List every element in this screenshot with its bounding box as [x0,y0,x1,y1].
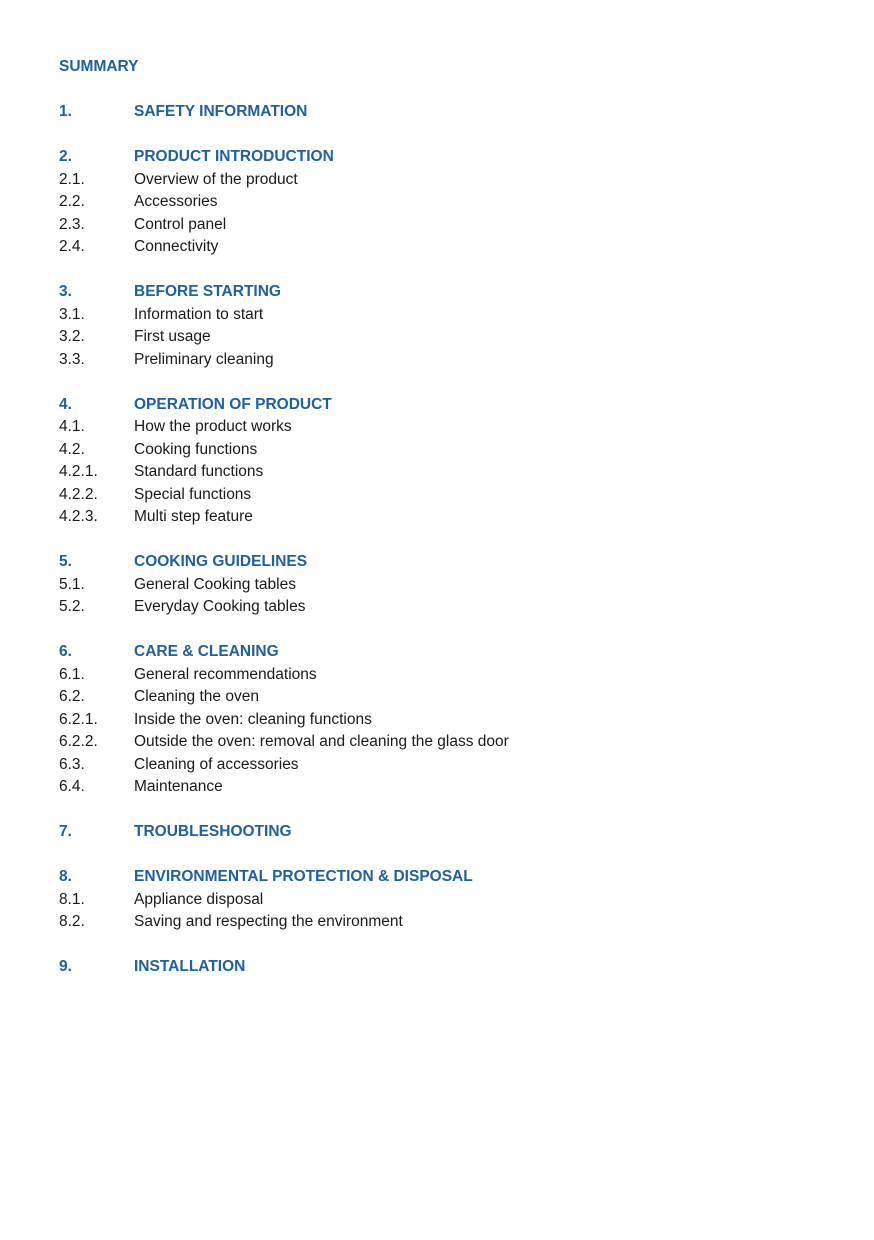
toc-section [59,394,839,529]
entry-number: 2.4. [59,238,85,255]
section-title: COOKING GUIDELINES [134,553,308,570]
entry-label: Overview of the product [134,170,298,188]
entry-number: 2.3. [59,215,85,233]
section-title: BEFORE STARTING [134,283,281,300]
section-title: OPERATION OF PRODUCT [134,395,332,413]
entry-label: General Cooking tables [134,575,296,593]
toc-section-heading[interactable] [59,641,839,664]
toc-entry[interactable] [59,349,839,372]
summary-title: SUMMARY [59,58,139,75]
entry-label: Outside the oven: removal and cleaning the glass door [134,733,509,750]
toc-entry[interactable] [59,776,839,799]
toc-entry[interactable] [59,686,839,709]
entry-number: 8.2. [59,913,85,930]
section-title: TROUBLESHOOTING [134,823,292,840]
entry-label: Saving and respecting the environment [134,913,403,930]
entry-label: How the product works [134,418,292,435]
toc-section [59,101,839,124]
section-number: 5. [59,553,72,570]
toc-section-heading[interactable] [59,394,839,417]
entry-label: General recommendations [134,665,317,683]
section-title: PRODUCT INTRODUCTION [134,148,334,165]
entry-number: 6.1. [59,665,85,683]
toc-section-heading[interactable] [59,821,839,844]
toc-entry[interactable] [59,326,839,349]
table-of-contents [59,56,839,1001]
entry-number: 6.2.2. [59,733,98,750]
toc-entry[interactable] [59,461,839,484]
entry-label: Special functions [134,485,252,503]
entry-number: 4.1. [59,418,85,435]
entry-label: Inside the oven: cleaning functions [134,710,372,728]
section-number: 8. [59,868,72,885]
toc-entry[interactable] [59,304,839,327]
toc-entry[interactable] [59,731,839,754]
toc-section [59,956,839,979]
entry-label: Accessories [134,193,218,210]
entry-label: Maintenance [134,778,223,795]
entry-label: Cleaning the oven [134,688,259,705]
toc-sections [59,101,839,979]
toc-section [59,281,839,371]
toc-entry[interactable] [59,236,839,259]
section-title: INSTALLATION [134,958,246,975]
entry-label: Multi step feature [134,508,253,525]
toc-entry[interactable] [59,416,839,439]
toc-section [59,551,839,619]
toc-section [59,821,839,844]
entry-label: Everyday Cooking tables [134,598,306,615]
toc-entry[interactable] [59,889,839,912]
toc-entry[interactable] [59,191,839,214]
toc-section-heading[interactable] [59,956,839,979]
entry-number: 5.1. [59,575,85,593]
toc-entry[interactable] [59,484,839,507]
entry-number: 3.2. [59,328,85,345]
section-number: 1. [59,103,72,120]
toc-entry[interactable] [59,506,839,529]
entry-label: Control panel [134,215,227,233]
toc-entry[interactable] [59,664,839,687]
toc-entry[interactable] [59,709,839,732]
entry-number: 4.2.1. [59,463,98,480]
toc-entry[interactable] [59,596,839,619]
toc-entry[interactable] [59,911,839,934]
entry-label: Preliminary cleaning [134,350,274,368]
toc-entry[interactable] [59,754,839,777]
entry-label: Cooking functions [134,440,258,458]
section-number: 3. [59,283,72,300]
entry-number: 6.2. [59,688,85,705]
entry-number: 6.3. [59,755,85,773]
section-number: 2. [59,148,72,165]
entry-number: 6.4. [59,778,85,795]
toc-section [59,146,839,259]
entry-label: Information to start [134,305,264,323]
entry-number: 4.2.2. [59,485,98,503]
entry-number: 4.2. [59,440,85,458]
entry-number: 2.2. [59,193,85,210]
section-title: CARE & CLEANING [134,643,279,660]
entry-label: Connectivity [134,238,219,255]
section-title: SAFETY INFORMATION [134,103,308,120]
toc-entry[interactable] [59,169,839,192]
entry-number: 8.1. [59,890,85,908]
toc-section [59,866,839,934]
entry-number: 2.1. [59,170,85,188]
section-number: 6. [59,643,72,660]
section-number: 4. [59,395,72,413]
toc-section-heading[interactable] [59,146,839,169]
entry-label: Appliance disposal [134,890,264,908]
entry-label: Cleaning of accessories [134,755,299,773]
toc-entry[interactable] [59,574,839,597]
toc-section [59,641,839,799]
toc-section-heading[interactable] [59,551,839,574]
entry-number: 4.2.3. [59,508,98,525]
toc-entry[interactable] [59,439,839,462]
entry-number: 5.2. [59,598,85,615]
toc-entry[interactable] [59,214,839,237]
entry-label: Standard functions [134,463,264,480]
entry-number: 3.3. [59,350,85,368]
section-number: 9. [59,958,72,975]
toc-section-heading[interactable] [59,866,839,889]
section-title: ENVIRONMENTAL PROTECTION & DISPOSAL [134,868,473,885]
toc-section-heading[interactable] [59,101,839,124]
section-number: 7. [59,823,72,840]
toc-section-heading[interactable] [59,281,839,304]
entry-number: 6.2.1. [59,710,98,728]
entry-label: First usage [134,328,211,345]
entry-number: 3.1. [59,305,85,323]
